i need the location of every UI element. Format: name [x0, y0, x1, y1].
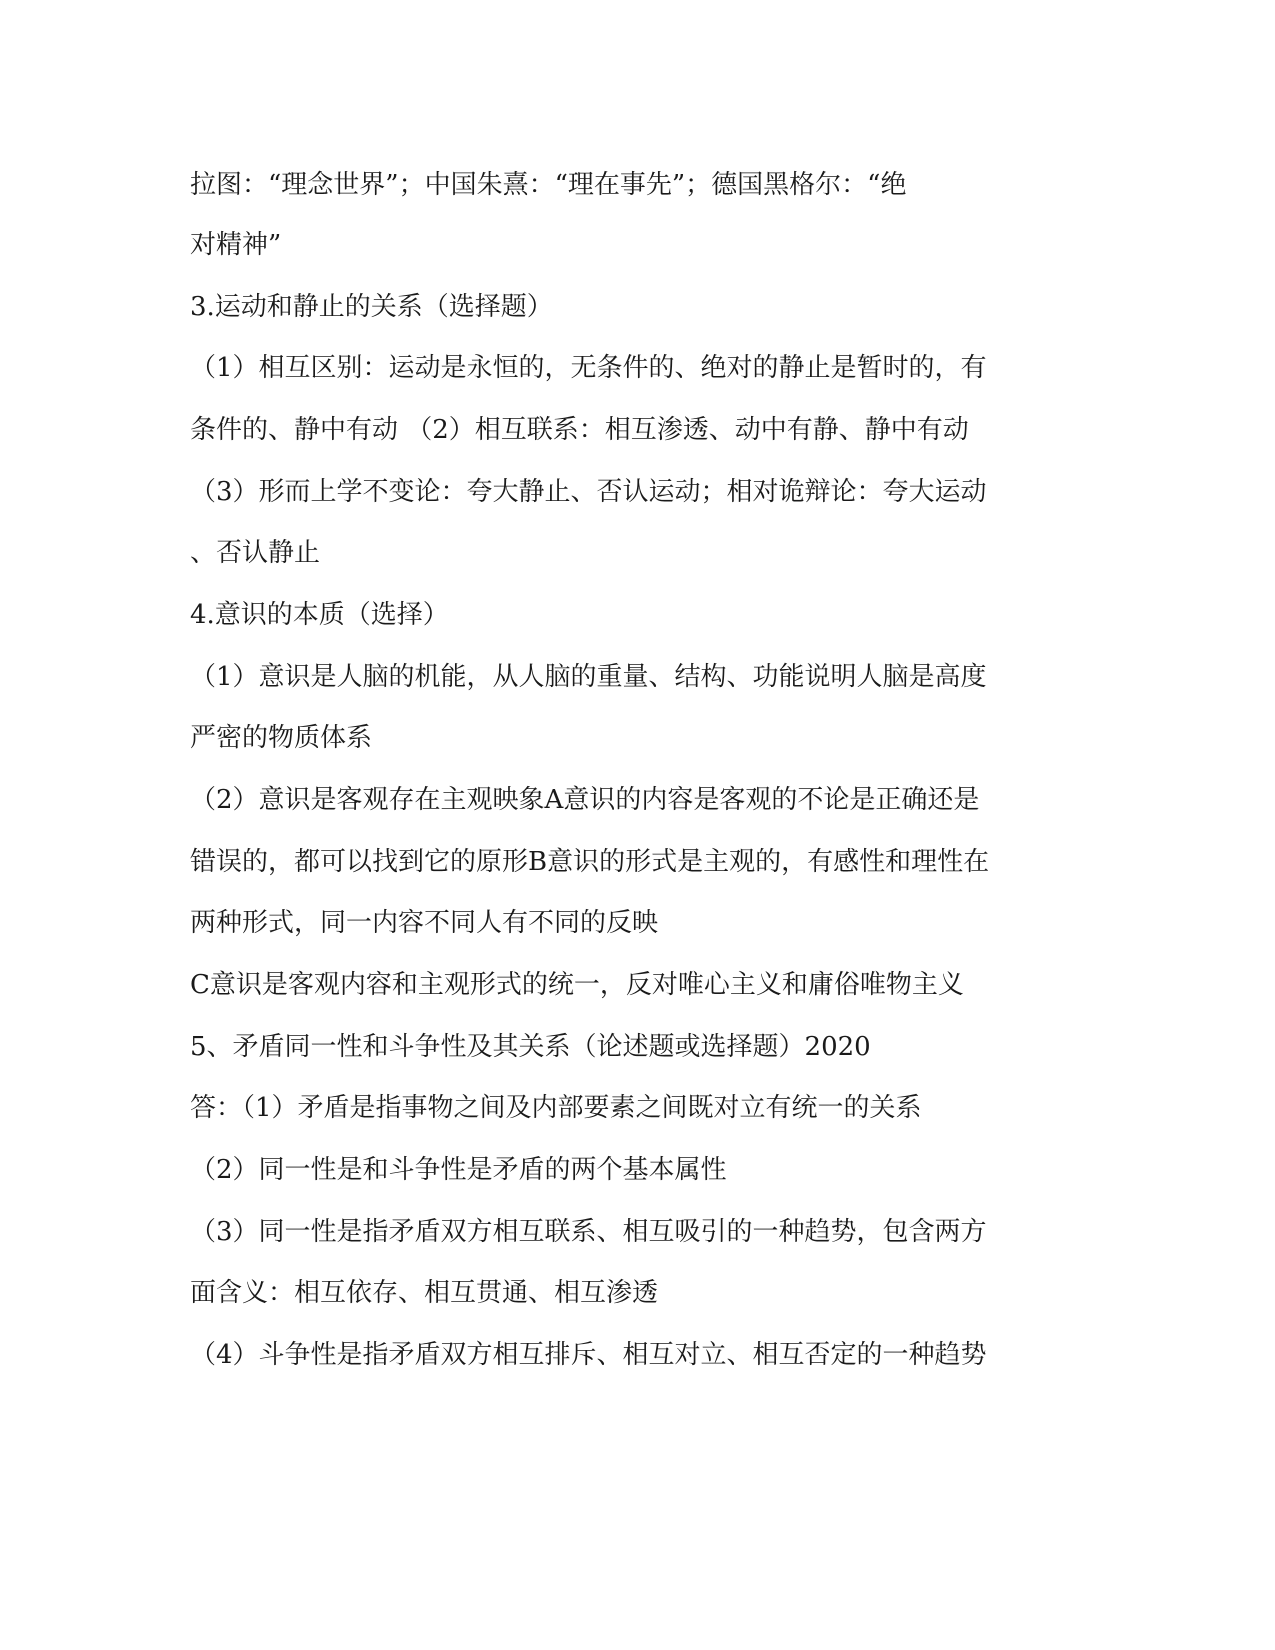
text-line: 错误的，都可以找到它的原形B意识的形式是主观的，有感性和理性在: [190, 847, 990, 877]
text-line: 两种形式，同一内容不同人有不同的反映: [190, 908, 659, 938]
text-line: 拉图：“理念世界”；中国朱熹：“理在事先”；德国黑格尔：“绝: [190, 170, 907, 200]
text-line: （2）同一性是和斗争性是矛盾的两个基本属性: [190, 1155, 727, 1185]
text-line: （2）意识是客观存在主观映象A意识的内容是客观的不论是正确还是: [190, 785, 980, 815]
section-heading: 5、矛盾同一性和斗争性及其关系（论述题或选择题）2020: [190, 1032, 871, 1062]
text-line: （4）斗争性是指矛盾双方相互排斥、相互对立、相互否定的一种趋势: [190, 1340, 987, 1370]
text-line: 严密的物质体系: [190, 723, 373, 753]
text-line: 面含义：相互依存、相互贯通、相互渗透: [190, 1278, 659, 1308]
text-line: （3）同一性是指矛盾双方相互联系、相互吸引的一种趋势，包含两方: [190, 1217, 987, 1247]
text-line: 对精神”: [190, 230, 282, 260]
text-line: 、否认静止: [190, 538, 321, 568]
text-line: （3）形而上学不变论：夸大静止、否认运动；相对诡辩论：夸大运动: [190, 477, 987, 507]
text-line: （1）意识是人脑的机能，从人脑的重量、结构、功能说明人脑是高度: [190, 662, 987, 692]
section-heading: 3.运动和静止的关系（选择题）: [190, 292, 553, 322]
text-line: 答：（1）矛盾是指事物之间及内部要素之间既对立有统一的关系: [190, 1093, 922, 1123]
text-line: （1）相互区别：运动是永恒的，无条件的、绝对的静止是暂时的，有: [190, 353, 987, 383]
section-heading: 4.意识的本质（选择）: [190, 600, 449, 630]
text-line: 条件的、静中有动 （2）相互联系：相互渗透、动中有静、静中有动: [190, 415, 969, 445]
text-line: C意识是客观内容和主观形式的统一，反对唯心主义和庸俗唯物主义: [190, 970, 964, 1000]
